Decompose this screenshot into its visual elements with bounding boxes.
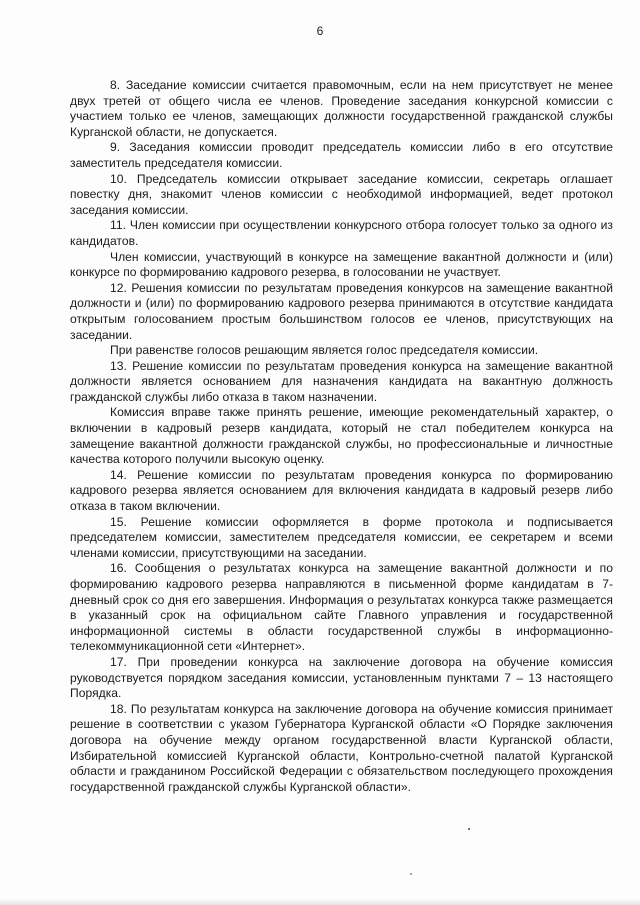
paragraph-16: 16. Сообщения о результатах конкурса на замещение вакантной должности и по формированию кадрового резерва направляются в письменной форме кандидатам в 7-дневный срок со дня его завершения. Информация о результатах конкурса также размещается в указанный срок на официальном сайте Главного управления и государственной информационной системы в области государственной службы в информационно-телекоммуникационной сети «Интернет».: [70, 561, 613, 654]
paragraph-12: 12. Решения комиссии по результатам проведения конкурсов на замещение вакантной должности и (или) по формированию кадрового резерва принимаются в отсутствие кандидата открытым голосованием простым большинством голосов ее членов, присутствующих на заседании.: [70, 280, 613, 342]
paragraph-13: 13. Решение комиссии по результатам проведения конкурса на замещение вакантной должности является основанием для назначения кандидата на вакантную должность гражданской службы либо отказа в таком назначении.: [70, 358, 613, 404]
paragraph-13-note: Комиссия вправе также принять решение, имеющие рекомендательный характер, о включении в кадровый резерв кандидата, который не стал победителем конкурса на замещение вакантной должности гражданской службы, но профессиональные и личностные качества которого получили высокую оценку.: [70, 405, 613, 467]
paragraph-18: 18. По результатам конкурса на заключение договора на обучение комиссия принимает решение в соответствии с указом Губернатора Курганской области «О Порядке заключения договора на обучение между органом государственной власти Курганской области, Избирательной комиссией Курганской области, Контрольно-счетной палатой Курганской области и гражданином Российской Федерации с обязательством последующего прохождения государственной гражданской службы Курганской области».: [70, 701, 613, 794]
paragraph-8: 8. Заседание комиссии считается правомочным, если на нем присутствует не менее двух третей от общего числа ее членов. Проведение заседания конкурсной комиссии с участием только ее членов, замещающих должности государственной гражданской службы Курганской области, не допускается.: [70, 78, 613, 139]
paragraph-17: 17. При проведении конкурса на заключение договора на обучение комиссия руководствуется порядком заседания комиссии, установленным пунктами 7 – 13 настоящего Порядка.: [70, 654, 613, 701]
document-body: [70, 78, 613, 795]
paragraph-9: 9. Заседания комиссии проводит председатель комиссии либо в его отсутствие заместитель председателя комиссии.: [70, 140, 613, 170]
scan-speck: [468, 828, 470, 830]
paragraph-12-note: При равенстве голосов решающим является голос председателя комиссии.: [110, 343, 539, 358]
scan-speck: [410, 873, 412, 875]
paragraph-14: 14. Решение комиссии по результатам проведения конкурса по формированию кадрового резерва является основанием для включения кандидата в кадровый резерв либо отказа в таком включении.: [70, 467, 613, 514]
paragraph-15: 15. Решение комиссии оформляется в форме протокола и подписывается председателем комиссии, заместителем председателя комиссии, ее секретарем и всеми членами комиссии, присутствующими на заседании.: [70, 514, 613, 560]
paragraph-11-note: Член комиссии, участвующий в конкурсе на замещение вакантной должности и (или) конкурсе по формированию кадрового резерва, в голосовании не участвует.: [70, 249, 613, 280]
page-number: 6: [316, 24, 324, 38]
paragraph-11: 11. Член комиссии при осуществлении конкурсного отбора голосует только за одного из кандидатов.: [70, 218, 613, 248]
paragraph-10: 10. Председатель комиссии открывает заседание комиссии, секретарь оглашает повестку дня, знакомит членов комиссии с необходимой информацией, ведет протокол заседания комиссии.: [70, 171, 613, 217]
scan-bottom-edge: [0, 898, 640, 905]
